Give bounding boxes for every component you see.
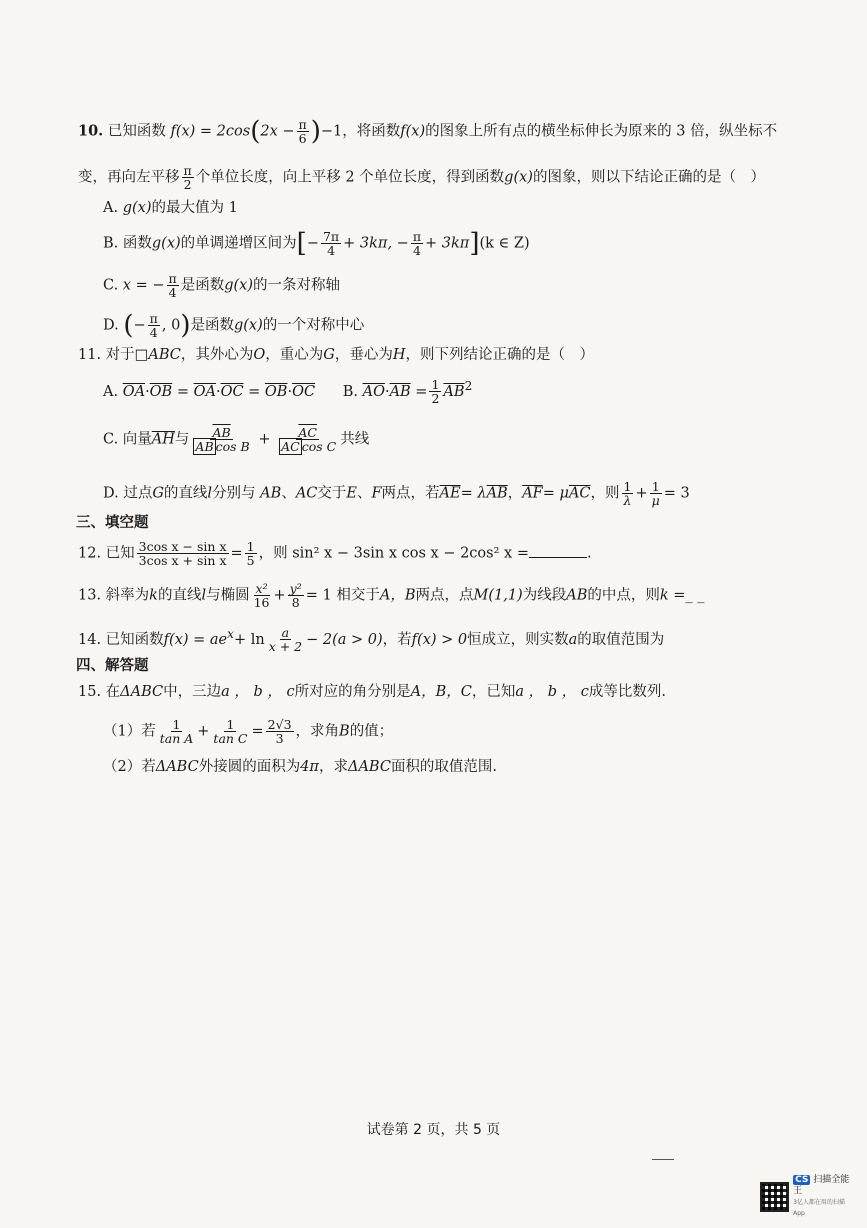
q10-option-a: A. g(x)的最大值为 1 [103, 200, 238, 216]
q15-stem: 15. 在ΔABC中，三边a ， b ， c所对应的角分别是A，B，C，已知a ， b ， c成等比数列. [78, 684, 666, 700]
scan-mark [652, 1159, 674, 1160]
q10-option-d: D. (− $\frac{\pi}{4}$ , 0)是函数g(x)的一个对称中心 [103, 310, 365, 341]
q10-option-b: B. 函数g(x)的单调递增区间为[− $\frac{7\pi}{4}$ + 3kπ, − $\frac{\pi}{4}$ + 3kπ](k ∈ Z) [103, 228, 530, 259]
section-fill-in: 三、填空题 [76, 515, 149, 531]
scanner-watermark: CS 扫描全能王 3亿人都在用的扫描App [760, 1180, 856, 1214]
q11-option-a-b: A. $\overline{OA}\cdot\overline{OB} = \overline{OA}\cdot\overline{OC} = \overline{OB}\cdot\overline{OC}$ B. $\overline{AO}\cdot\overline{AB}$ = $\frac{1}{2}$ $\overline{AB}^2$ [103, 377, 473, 407]
page-footer: 试卷第 2 页，共 5 页 [366, 1122, 501, 1138]
q15-part1: （1）若 $\frac{1}{\text{tan A}}$ + $\frac{1}{\text{tan C}}$ = $\frac{2√3}{3}$ ，求角B的值； [103, 717, 394, 747]
qr-code-icon [760, 1182, 789, 1212]
q11-stem: 11. 对于□ABC，其外心为O，重心为G，垂心为H，则下列结论正确的是（ ） [78, 347, 595, 363]
cs-logo-icon: CS [795, 1175, 809, 1185]
q10-line2: 变，再向左平移 $\frac{\pi}{2}$ 个单位长度，向上平移 2 个单位长度，得到函数g(x)的图象，则以下结论正确的是（ ） [78, 163, 765, 193]
q12: 12. 已知 $\frac{\text{3cos x − sin x}}{\text{3cos x + sin x}}$ = $\frac{1}{5}$ ，则 sin² x − 3sin x cos x − 2cos² x = . [78, 539, 592, 569]
q10-option-c: C. x = − $\frac{\pi}{4}$ 是函数g(x)的一条对称轴 [103, 271, 340, 301]
answer-blank [529, 547, 587, 558]
q15-part2: （2）若ΔABC外接圆的面积为4π，求ΔABC面积的取值范围. [103, 759, 498, 775]
q11-option-c: C. 向量$\overline{AH}$与 $\frac{\overline{AB}}{\text{AB cos B}}$ + $\frac{\overline{AC}}{\text{AC cos C}}$ 共线 [103, 425, 370, 455]
q13: 13. 斜率为k的直线l与椭圆 $\frac{\text{x²}}{16}$ + $\frac{\text{y²}}{8}$ = 1 相交于A，B两点，点M(1,1)为线段AB的中点，则k =_ _ [78, 581, 705, 611]
section-solutions: 四、解答题 [76, 658, 149, 674]
q10-line1: 10. 已知函数 f(x) = 2cos(2x − $\frac{\pi}{6}$ )−1，将函数f(x)的图象上所有点的横坐标伸长为原来的 3 倍，纵坐标不 [78, 116, 778, 147]
q11-option-d: D. 过点G的直线l分别与 AB、AC交于E、F两点，若$\overline{AE}= \lambda\overline{AB}$，$\overline{AF}= \mu\overline{AC}$，则 $\frac{1}{\lambda}$ + $\frac{1}{\mu}$ = 3 [103, 479, 690, 509]
q14: 14. 已知函数$f(x) = ae^x+ \ln$ $\frac{a}{x + 2}$ − 2(a > 0)，若f(x) > 0恒成立，则实数a的取值范围为 [78, 625, 665, 655]
